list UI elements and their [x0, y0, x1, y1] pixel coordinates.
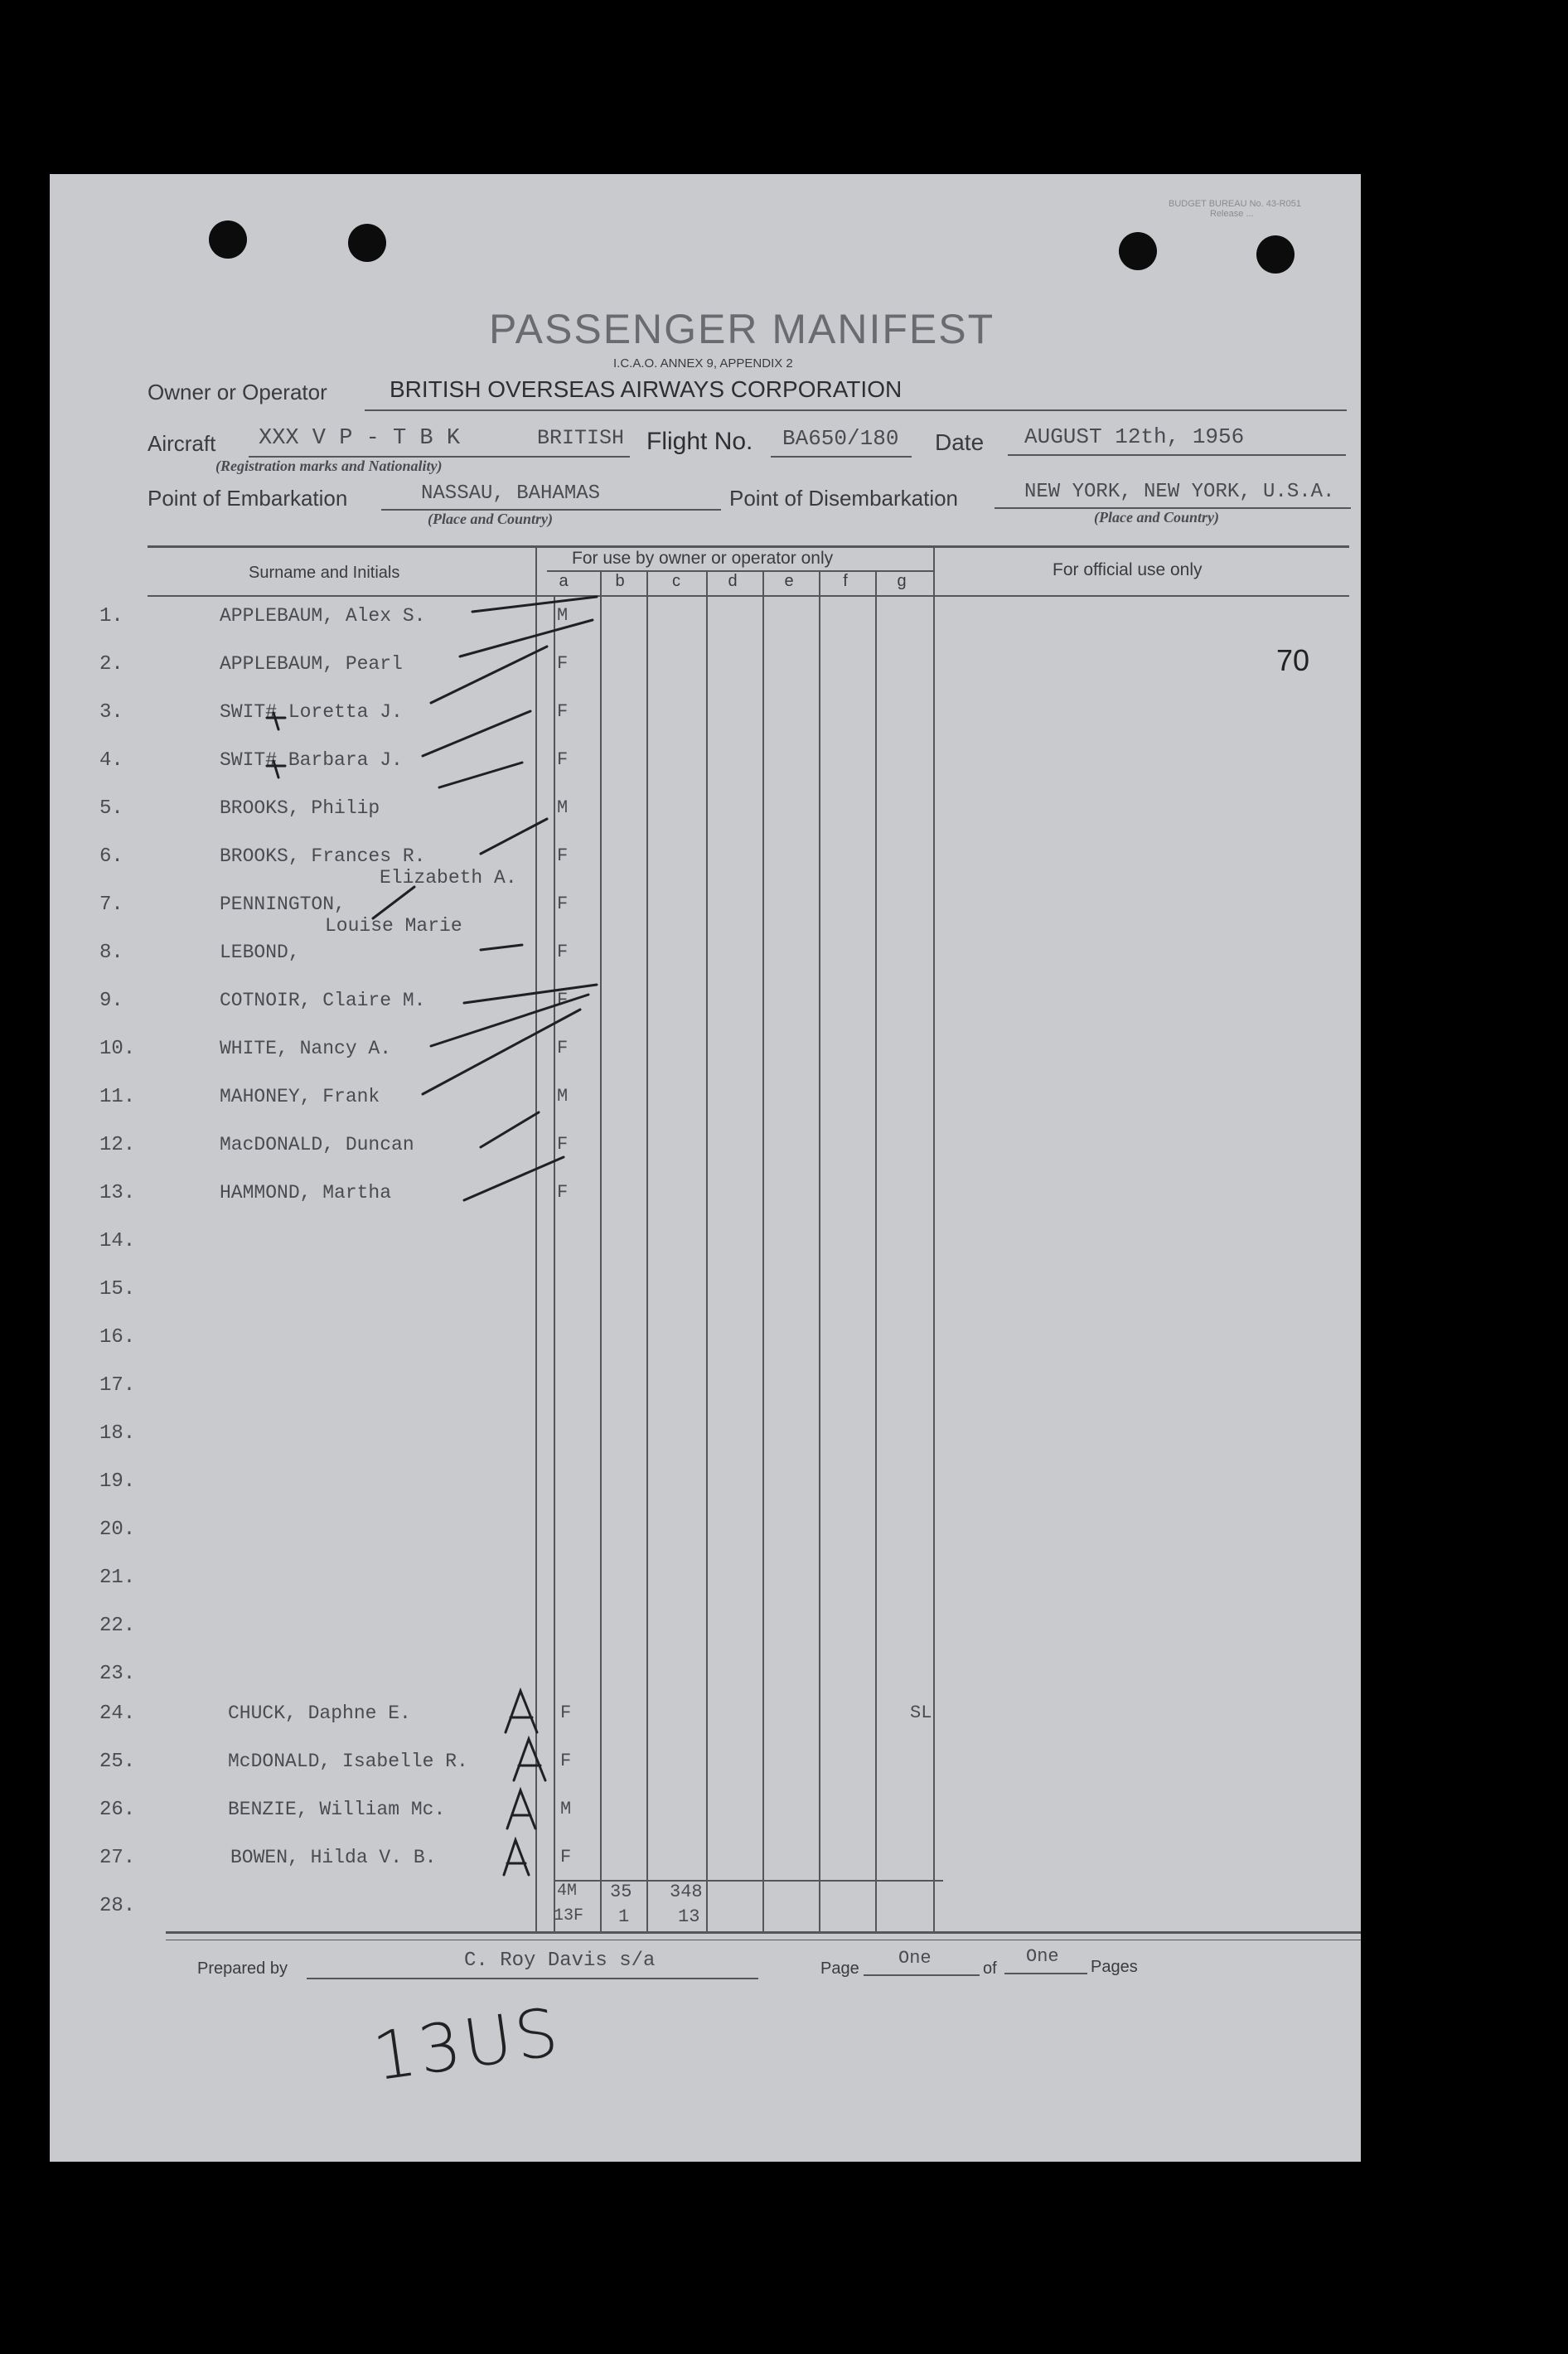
- row-number: 12.: [99, 1134, 136, 1156]
- passenger-sex: F: [557, 1038, 569, 1058]
- row-number: 10.: [99, 1038, 136, 1060]
- row-number: 18.: [99, 1422, 136, 1445]
- passenger-name: PENNINGTON,: [220, 894, 346, 915]
- check-mark: [464, 985, 597, 1003]
- passenger-sex: F: [557, 749, 569, 770]
- subcol-a: a: [559, 572, 569, 590]
- passenger-name: APPLEBAUM, Pearl: [220, 653, 403, 675]
- row-number: 19.: [99, 1470, 136, 1493]
- a-mark: [514, 1739, 545, 1780]
- aircraft-label: Aircraft: [148, 431, 216, 456]
- prepared-value: C. Roy Davis s/a: [464, 1950, 656, 1972]
- page-title: PASSENGER MANIFEST: [489, 306, 995, 352]
- passenger-name: APPLEBAUM, Alex S.: [220, 605, 426, 627]
- embark-label: Point of Embarkation: [148, 486, 348, 511]
- subcol-g: g: [897, 572, 907, 590]
- check-mark: [481, 945, 522, 950]
- col-official-header: For official use only: [1053, 560, 1203, 579]
- row-number: 9.: [99, 990, 123, 1012]
- aircraft-note: (Registration marks and Nationality): [215, 458, 443, 474]
- owner-label: Owner or Operator: [148, 380, 327, 404]
- row-number: 21.: [99, 1567, 136, 1589]
- row-number: 23.: [99, 1663, 136, 1685]
- check-mark: [481, 1112, 539, 1147]
- passenger-sex: F: [557, 1182, 569, 1203]
- interline-name: Elizabeth A.: [380, 867, 517, 889]
- row-number: 26.: [99, 1799, 136, 1821]
- row-number: 24.: [99, 1703, 136, 1725]
- subcol-e: e: [784, 572, 794, 590]
- row-number: 7.: [99, 894, 123, 916]
- passenger-name: BOWEN, Hilda V. B.: [230, 1847, 437, 1868]
- passenger-name: BROOKS, Frances R.: [220, 845, 426, 867]
- check-mark: [481, 819, 547, 854]
- page-subtitle: I.C.A.O. ANNEX 9, APPENDIX 2: [613, 356, 793, 371]
- row-number: 22.: [99, 1615, 136, 1637]
- a-mark: [506, 1691, 537, 1732]
- subcol-b: b: [615, 572, 625, 590]
- passenger-name: SWIT# Loretta J.: [220, 701, 403, 723]
- check-mark: [439, 763, 522, 787]
- total-b-bottom: 1: [618, 1906, 630, 1927]
- passenger-name: HAMMOND, Martha: [220, 1182, 392, 1204]
- col-owner-use-header: For use by owner or operator only: [572, 549, 834, 568]
- passenger-sex: M: [557, 797, 569, 818]
- page-value: One: [898, 1948, 932, 1969]
- passenger-name: MAHONEY, Frank: [220, 1086, 380, 1107]
- row-number: 16.: [99, 1326, 136, 1349]
- check-mark: [423, 711, 530, 756]
- disembark-value: NEW YORK, NEW YORK, U.S.A.: [1024, 481, 1335, 503]
- embark-value: NASSAU, BAHAMAS: [421, 482, 601, 505]
- total-a-bottom: 13F: [554, 1906, 584, 1925]
- total-c-top: 348: [670, 1882, 703, 1902]
- passenger-name: COTNOIR, Claire M.: [220, 990, 426, 1011]
- row-number: 6.: [99, 845, 123, 868]
- passenger-sex: F: [557, 701, 569, 722]
- row-number: 2.: [99, 653, 123, 676]
- subcol-c: c: [672, 572, 680, 590]
- total-a-top: 4M: [557, 1882, 578, 1901]
- date-label: Date: [935, 429, 985, 455]
- of-label: of: [983, 1959, 997, 1978]
- passenger-name: BENZIE, William Mc.: [228, 1799, 446, 1820]
- row-number: 13.: [99, 1182, 136, 1204]
- disembark-label: Point of Disembarkation: [729, 486, 959, 511]
- page-label: Page: [820, 1959, 859, 1978]
- total-c-bottom: 13: [678, 1906, 700, 1927]
- passenger-sex: F: [557, 653, 569, 674]
- passenger-sex: F: [560, 1703, 572, 1723]
- pages-label: Pages: [1091, 1958, 1138, 1976]
- row-number: 17.: [99, 1374, 136, 1397]
- prepared-label: Prepared by: [197, 1959, 288, 1978]
- passenger-sex: F: [560, 1751, 572, 1771]
- row-number: 15.: [99, 1278, 136, 1301]
- passenger-name: MacDONALD, Duncan: [220, 1134, 414, 1155]
- passenger-sex: M: [560, 1799, 572, 1819]
- owner-code: SL: [910, 1703, 932, 1723]
- aircraft-value: XXX V P - T B K: [259, 426, 461, 451]
- handwritten-note: 13US: [368, 1993, 566, 2096]
- disembark-note: (Place and Country): [1094, 509, 1219, 526]
- embark-note: (Place and Country): [428, 511, 553, 527]
- passenger-name: WHITE, Nancy A.: [220, 1038, 392, 1059]
- passenger-sex: M: [557, 1086, 569, 1107]
- hash-mark: [267, 713, 285, 729]
- subcol-f: f: [843, 572, 848, 590]
- passenger-sex: F: [560, 1847, 572, 1867]
- flight-label: Flight No.: [646, 428, 753, 455]
- row-number: 5.: [99, 797, 123, 820]
- row-number: 28.: [99, 1895, 136, 1917]
- passenger-name: LEBOND,: [220, 942, 300, 963]
- a-mark: [507, 1790, 535, 1828]
- date-value: AUGUST 12th, 1956: [1024, 424, 1245, 449]
- passenger-name: McDONALD, Isabelle R.: [228, 1751, 468, 1772]
- total-b-top: 35: [610, 1882, 632, 1902]
- interline-name: Louise Marie: [325, 915, 462, 937]
- of-value: One: [1026, 1946, 1059, 1967]
- passenger-sex: F: [557, 942, 569, 962]
- row-number: 4.: [99, 749, 123, 772]
- row-number: 27.: [99, 1847, 136, 1869]
- passenger-sex: F: [557, 1134, 569, 1155]
- row-number: 11.: [99, 1086, 136, 1108]
- stamp-line-2: Release ...: [1210, 209, 1254, 219]
- row-number: 3.: [99, 701, 123, 724]
- check-mark: [464, 1157, 564, 1200]
- passenger-sex: F: [557, 845, 569, 866]
- row-number: 14.: [99, 1230, 136, 1252]
- passenger-sex: F: [557, 894, 569, 914]
- hash-mark: [267, 761, 285, 777]
- a-mark: [504, 1840, 529, 1875]
- flight-value: BA650/180: [782, 426, 899, 451]
- check-mark: [373, 887, 414, 918]
- row-number: 20.: [99, 1518, 136, 1541]
- official-number: 70: [1276, 643, 1310, 677]
- check-mark: [460, 620, 593, 656]
- passenger-name: BROOKS, Philip: [220, 797, 380, 819]
- owner-value: BRITISH OVERSEAS AIRWAYS CORPORATION: [390, 376, 903, 402]
- passenger-sex: M: [557, 605, 569, 626]
- col-surname-header: Surname and Initials: [249, 564, 400, 582]
- passenger-sex: F: [557, 990, 569, 1010]
- nationality-value: BRITISH: [537, 426, 625, 450]
- row-number: 1.: [99, 605, 123, 627]
- check-mark: [472, 597, 597, 612]
- check-mark: [431, 995, 588, 1046]
- row-number: 25.: [99, 1751, 136, 1773]
- stamp-line-1: BUDGET BUREAU No. 43-R051: [1169, 199, 1301, 209]
- subcol-d: d: [728, 572, 738, 590]
- passenger-name: SWIT# Barbara J.: [220, 749, 403, 771]
- row-number: 8.: [99, 942, 123, 964]
- check-mark: [431, 647, 547, 703]
- passenger-name: CHUCK, Daphne E.: [228, 1703, 411, 1724]
